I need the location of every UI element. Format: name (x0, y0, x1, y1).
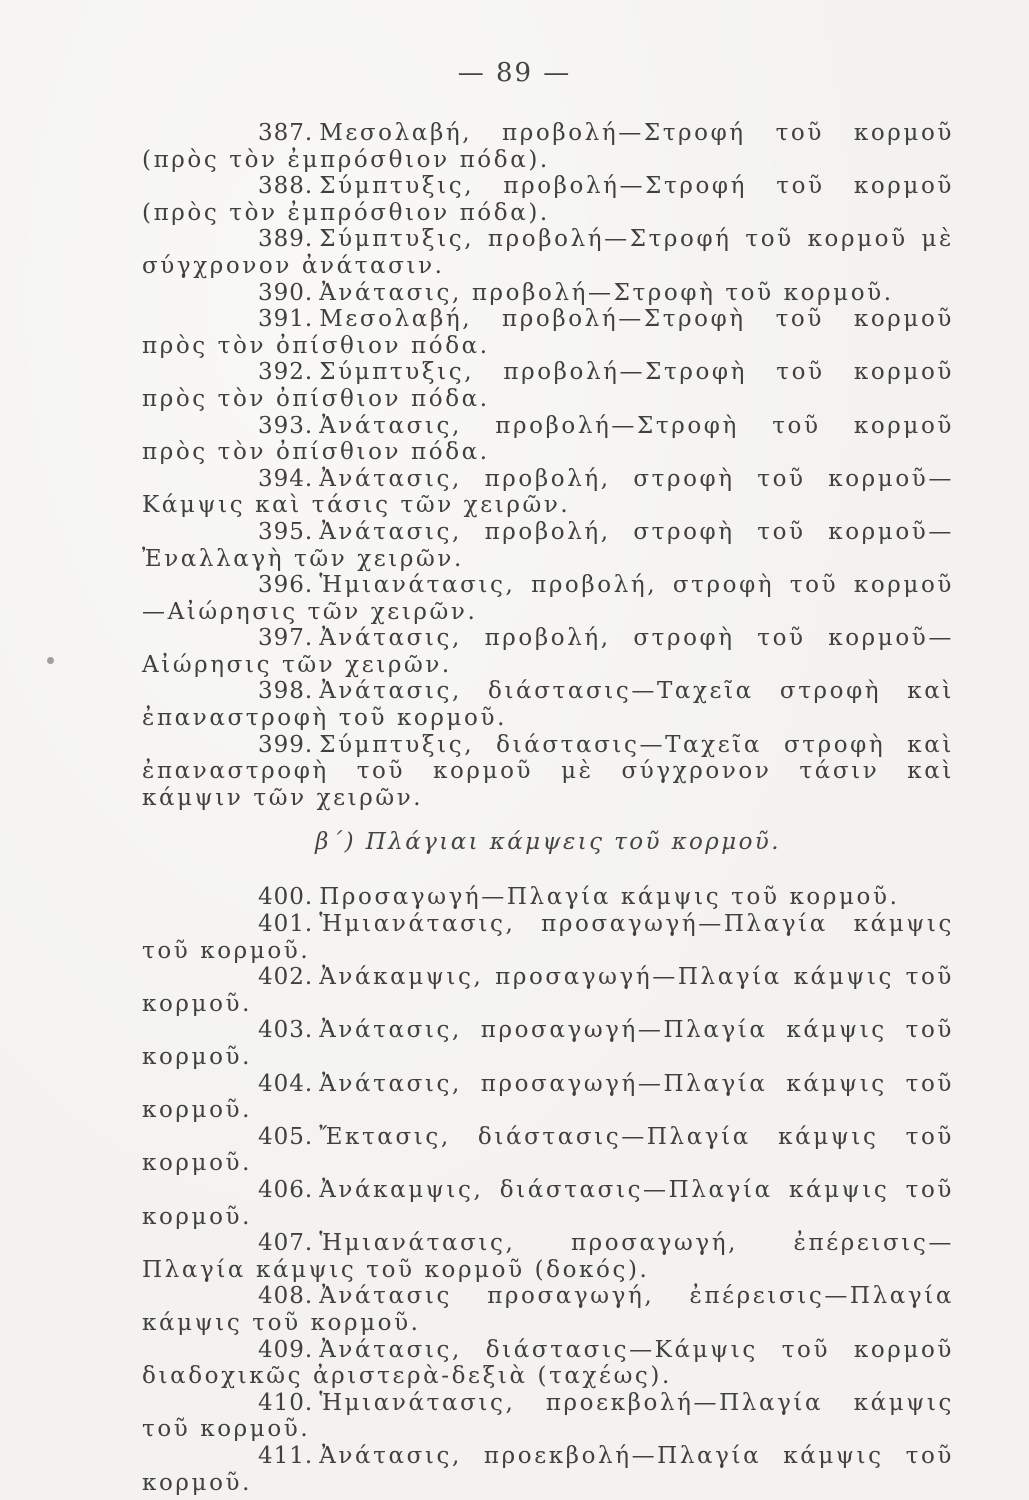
entry-text: Ἀνάτασις, προβολή, στροφὴ τοῦ κορμοῦ—Αἰώρησις τῶν χειρῶν. (142, 625, 954, 678)
entry-text: Ἡμιανάτασις, προεκβολή—Πλαγία κάμψις τοῦ κορμοῦ. (142, 1389, 954, 1443)
entry-number: 411. (258, 1442, 314, 1469)
entry-number: 396. (258, 572, 314, 599)
entry-number: 403. (258, 1017, 314, 1044)
entry-number: 395. (258, 518, 314, 545)
entry-number: 397. (258, 625, 314, 652)
entry-text: Ἀνάτασις, προεκβολή—Πλαγία κάμψις τοῦ κορμοῦ. (142, 1442, 954, 1496)
entry-number: 388. (258, 173, 314, 200)
entry-text: Μεσολαβή, προβολή—Στροφή τοῦ κορμοῦ (πρὸς τὸν ἐμπρόσθιον πόδα). (142, 120, 954, 173)
entry-number: 408. (258, 1283, 314, 1310)
exercise-entry (142, 911, 954, 964)
entry-text: Ἀνάκαμψις, διάστασις—Πλαγία κάμψις τοῦ κορμοῦ. (142, 1176, 954, 1230)
entry-number: 393. (258, 412, 314, 439)
entry-text: Ἀνάτασις, προβολή, στροφὴ τοῦ κορμοῦ—Κάμψις καὶ τάσις τῶν χειρῶν. (142, 465, 954, 519)
exercise-entry (142, 1071, 954, 1124)
page-body (142, 120, 954, 1496)
entry-text: Ἀνάτασις, προβολή—Στροφὴ τοῦ κορμοῦ πρὸς τὸν ὀπίσθιον πόδα. (142, 412, 954, 466)
entry-number: 407. (258, 1230, 314, 1257)
entry-text: Σύμπτυξις, προβολή—Στροφὴ τοῦ κορμοῦ πρὸς τὸν ὀπίσθιον πόδα. (142, 359, 954, 412)
exercise-entry (142, 1177, 954, 1230)
page-number: — 89 — (457, 58, 572, 88)
entry-text: Ἀνάτασις, διάστασις—Κάμψις τοῦ κορμοῦ διαδοχικῶς ἀριστερὰ-δεξιὰ (ταχέως). (142, 1336, 954, 1390)
exercise-entry (142, 1017, 954, 1070)
entry-text: Ἡμιανάτασις, προσαγωγή, ἐπέρεισις—Πλαγία κάμψις τοῦ κορμοῦ (δοκός). (142, 1230, 954, 1283)
exercise-entry (142, 226, 954, 279)
entry-text: Σύμπτυξις, διάστασις—Ταχεῖα στροφὴ καὶ ἐπαναστροφὴ τοῦ κορμοῦ μὲ σύγχρονον τάσιν καὶ κάμψιν τῶν χειρῶν. (142, 731, 954, 811)
exercise-entry (142, 964, 954, 1017)
entry-text: Ἀνάτασις, προσαγωγή—Πλαγία κάμψις τοῦ κορμοῦ. (142, 1017, 954, 1070)
entry-number: 404. (258, 1070, 314, 1097)
entry-number: 398. (258, 678, 314, 705)
exercise-entry (142, 732, 954, 812)
entry-number: 394. (258, 465, 314, 492)
entry-number: 392. (258, 359, 314, 386)
exercise-entry (142, 884, 954, 911)
entry-number: 401. (258, 911, 314, 938)
entry-text: Ἀνάκαμψις, προσαγωγή—Πλαγία κάμψις τοῦ κορμοῦ. (142, 964, 954, 1017)
entry-number: 406. (258, 1176, 314, 1203)
entry-text: Ἔκτασις, διάστασις—Πλαγία κάμψις τοῦ κορμοῦ. (142, 1123, 954, 1177)
exercise-entry (142, 1230, 954, 1283)
exercise-entry (142, 306, 954, 359)
exercise-entry (142, 1283, 954, 1336)
section-heading: β΄) Πλάγιαι κάμψεις τοῦ κορμοῦ. (315, 829, 781, 856)
entry-number: 391. (258, 306, 314, 333)
exercise-list-rotation (142, 120, 954, 811)
entry-number: 387. (258, 120, 314, 146)
exercise-entry (142, 466, 954, 519)
entry-text: Ἀνάτασις προσαγωγή, ἐπέρεισις—Πλαγία κάμψις τοῦ κορμοῦ. (142, 1283, 954, 1336)
entry-number: 405. (258, 1123, 314, 1150)
entry-text: Σύμπτυξις, προβολή—Στροφή τοῦ κορμοῦ (πρὸς τὸν ἐμπρόσθιον πόδα). (142, 173, 954, 226)
exercise-entry (142, 572, 954, 625)
exercise-entry (142, 625, 954, 678)
exercise-entry (142, 280, 954, 307)
entry-text: Ἀνάτασις, διάστασις—Ταχεῖα στροφὴ καὶ ἐπαναστροφὴ τοῦ κορμοῦ. (142, 678, 954, 732)
exercise-entry (142, 413, 954, 466)
entry-text: Ἡμιανάτασις, προβολή, στροφὴ τοῦ κορμοῦ—Αἰώρησις τῶν χειρῶν. (142, 572, 954, 625)
exercise-entry (142, 678, 954, 731)
exercise-entry (142, 120, 954, 173)
exercise-entry (142, 1443, 954, 1496)
entry-number: 400. (258, 884, 314, 911)
entry-text: Ἀνάτασις, προσαγωγή—Πλαγία κάμψις τοῦ κορμοῦ. (142, 1070, 954, 1124)
entry-number: 402. (258, 964, 314, 991)
entry-number: 390. (258, 279, 314, 306)
ink-dot-mark (47, 657, 54, 664)
exercise-entry (142, 359, 954, 412)
entry-text: Σύμπτυξις, προβολή—Στροφή τοῦ κορμοῦ μὲ σύγχρονον ἀνάτασιν. (142, 226, 954, 279)
entry-number: 409. (258, 1336, 314, 1363)
exercise-entry (142, 519, 954, 572)
entry-text: Ἀνάτασις, προβολή—Στροφὴ τοῦ κορμοῦ. (319, 279, 894, 306)
entry-number: 389. (258, 226, 314, 253)
exercise-entry (142, 173, 954, 226)
entry-text: Ἀνάτασις, προβολή, στροφὴ τοῦ κορμοῦ—Ἐναλλαγὴ τῶν χειρῶν. (142, 518, 954, 572)
exercise-entry (142, 1337, 954, 1390)
entry-text: Μεσολαβή, προβολή—Στροφὴ τοῦ κορμοῦ πρὸς τὸν ὀπίσθιον πόδα. (142, 306, 954, 359)
exercise-list-lateral-bending (142, 884, 954, 1496)
entry-text: Ἡμιανάτασις, προσαγωγή—Πλαγία κάμψις τοῦ κορμοῦ. (142, 911, 954, 964)
entry-number: 399. (258, 731, 314, 758)
entry-number: 410. (258, 1389, 314, 1416)
entry-text: Προσαγωγή—Πλαγία κάμψις τοῦ κορμοῦ. (319, 884, 900, 911)
exercise-entry (142, 1124, 954, 1177)
exercise-entry (142, 1390, 954, 1443)
